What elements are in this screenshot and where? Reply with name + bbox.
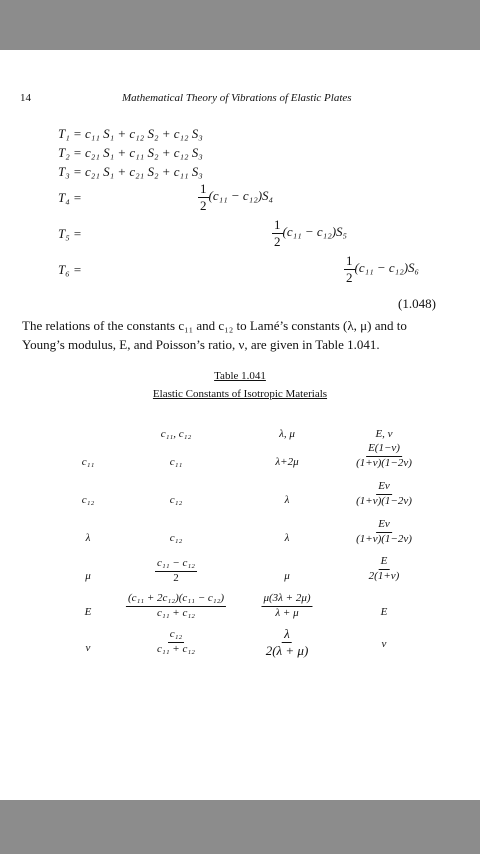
table-header-e-nu: E, ν <box>375 428 393 440</box>
fraction-denominator: 2 <box>173 571 179 584</box>
cell-nu-ev: ν <box>381 638 387 650</box>
fraction-numerator: c₁₁ − c₁₂ <box>155 558 197 572</box>
cell-lambda-ev <box>354 519 414 545</box>
fraction-denominator: (1+ν)(1−2ν) <box>356 532 412 545</box>
running-title: Mathematical Theory of Vibrations of Elastic Plates <box>122 92 352 104</box>
cell-c12-ev <box>354 481 414 507</box>
cell-e-c <box>126 593 226 619</box>
fraction-numerator: Eν <box>376 519 392 533</box>
equation-t1-rhs: c₁₁ S₁ + c₁₂ S₂ + c₁₂ S₃ <box>85 126 203 141</box>
equation-t1-lhs: T₁ = <box>58 126 86 141</box>
cell-c11-c: c₁₁ <box>169 456 183 468</box>
row-label-mu: μ <box>85 570 91 582</box>
fraction-denominator: 2 <box>200 197 207 213</box>
table-title: Elastic Constants of Isotropic Materials <box>152 388 328 400</box>
table-label: Table 1.041 <box>214 370 266 382</box>
equation-t3-lhs: T₃ = <box>58 164 86 179</box>
cell-lambda-lm: λ <box>284 532 290 544</box>
equation-t2-rhs: c₂₁ S₁ + c₁₁ S₂ + c₁₂ S₃ <box>85 145 203 160</box>
equation-t6-lhs: T₆ = <box>58 262 82 277</box>
fraction-numerator: λ <box>284 626 290 641</box>
fraction-denominator: λ + μ <box>275 606 299 619</box>
equation-t5-fraction <box>272 218 283 248</box>
equation-t4-rhs: (c₁₁ − c₁₂)S₄ <box>208 188 274 204</box>
equation-t6-fraction <box>344 254 355 284</box>
fraction-numerator: c₁₂ <box>168 629 185 643</box>
cell-c12-c: c₁₂ <box>169 494 183 506</box>
fraction-denominator: 2(1+ν) <box>368 569 400 582</box>
equation-t3 <box>58 164 203 180</box>
equation-t5-rhs: (c₁₁ − c₁₂)S₅ <box>282 224 348 240</box>
cell-c11-lm: λ+2μ <box>275 456 299 468</box>
fraction-numerator: 1 <box>346 253 353 268</box>
row-label-c11: c₁₁ <box>81 456 95 468</box>
cell-e-ev: E <box>380 606 388 618</box>
page-number: 14 <box>20 92 31 104</box>
row-label-lambda: λ <box>85 532 91 544</box>
equation-number: (1.048) <box>398 296 436 311</box>
equation-t5-lhs: T₅ = <box>58 226 82 241</box>
cell-mu-c <box>155 558 197 584</box>
document-page <box>0 50 480 800</box>
equation-t6-rhs-group <box>344 254 419 284</box>
cell-nu-lm <box>264 627 311 657</box>
table-header-c: c₁₁, c₁₂ <box>160 428 192 440</box>
cell-c11-ev <box>354 443 414 469</box>
equation-t6-rhs: (c₁₁ − c₁₂)S₆ <box>354 260 420 276</box>
equation-t4-lhs: T₄ = <box>58 190 82 205</box>
fraction-numerator: 1 <box>274 217 281 232</box>
fraction-numerator: μ(3λ + 2μ) <box>261 593 312 607</box>
fraction-denominator: c₁₁ + c₁₂ <box>157 642 195 655</box>
equation-t4-rhs-group <box>198 182 273 212</box>
fraction-denominator: (1+ν)(1−2ν) <box>356 456 412 469</box>
fraction-denominator: c₁₁ + c₁₂ <box>157 606 195 619</box>
fraction-numerator: E <box>379 556 390 570</box>
cell-mu-lm: μ <box>284 570 290 582</box>
cell-c12-lm: λ <box>284 494 290 506</box>
row-label-nu: ν <box>85 642 91 654</box>
fraction-denominator: 2 <box>346 269 353 285</box>
equation-t2 <box>58 145 203 161</box>
equation-t1 <box>58 126 203 142</box>
fraction-numerator: (c₁₁ + 2c₁₂)(c₁₁ − c₁₂) <box>126 593 226 607</box>
bottom-bar <box>0 800 480 854</box>
cell-nu-c <box>155 629 197 655</box>
body-paragraph: The relations of the constants c₁₁ and c₁₂ to Lamé’s constants (λ, μ) and to Young’s modulus, E, and Poisson’s ratio, ν, are given in Table 1.041. <box>22 318 407 352</box>
table-header-lambda-mu: λ, μ <box>279 428 295 440</box>
fraction-numerator: E(1−ν) <box>366 443 402 457</box>
cell-mu-ev <box>367 556 402 582</box>
cell-lambda-c: c₁₂ <box>169 532 183 544</box>
equation-t3-rhs: c₂₁ S₁ + c₂₁ S₂ + c₁₁ S₃ <box>85 164 203 179</box>
fraction-numerator: 1 <box>200 181 207 196</box>
fraction-denominator: 2 <box>274 233 281 249</box>
equation-t5-rhs-group <box>272 218 347 248</box>
equation-t2-lhs: T₂ = <box>58 145 86 160</box>
equation-t4-fraction <box>198 182 209 212</box>
fraction-denominator: (1+ν)(1−2ν) <box>356 494 412 507</box>
fraction-denominator: 2(λ + μ) <box>265 642 309 658</box>
row-label-c12: c₁₂ <box>81 494 95 506</box>
top-bar <box>0 0 480 50</box>
row-label-e: E <box>84 606 92 618</box>
fraction-numerator: Eν <box>376 481 392 495</box>
cell-e-lm <box>261 593 312 619</box>
